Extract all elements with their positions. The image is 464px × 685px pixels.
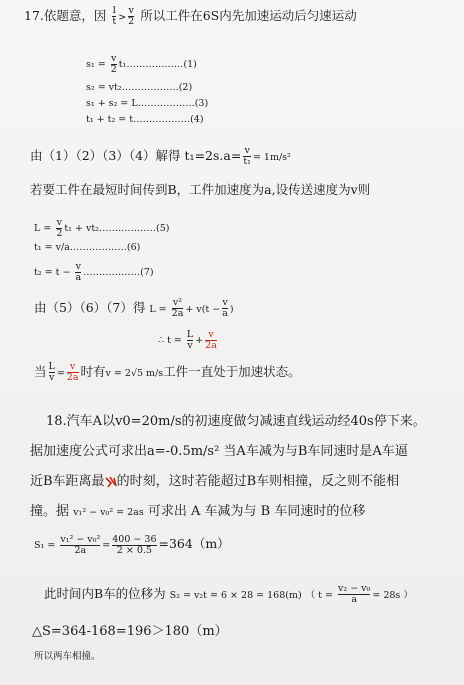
red-correction-fraction-2: $\frac{v}{2a}$	[66, 361, 79, 383]
equation-3: s₁ + s₂ = L………………(3)	[86, 98, 209, 109]
therefore-line: ∴ t = $\frac{L}{v}$ + $\frac{v}{2a}$	[158, 329, 217, 351]
equation-4: t₁ + t₂ = t………………(4)	[86, 114, 204, 125]
s1-formula: S₁ = $\frac{\text{v₁² − v₀²}}{2a}$ = $\frac{400 - 36}{2 \times 0.5}$ =364（m）	[34, 534, 230, 556]
delta-s: △S=364-168=196＞180（m）	[32, 624, 228, 639]
p18-line-2: 据加速度公式可求出a=-0.5m/s² 当A车减为与B车同速时是A车逼	[30, 444, 408, 459]
p18-line-1: 18.汽车A以v0=20m/s的初速度做匀减速直线运动经40s停下来。	[46, 414, 426, 429]
red-correction-fraction: $\frac{v}{2a}$	[205, 329, 217, 351]
b-displacement: 此时间内B车的位移为 S₂ = v₂t = 6 × 28 = 168(m) （ t = $\frac{\text{v₂ − v₀}}{a}$ = 28s ）	[44, 583, 413, 605]
shortest-time-text: 若要工件在最短时间传到B，工件加速度为a,设传送速度为v则	[30, 182, 371, 197]
equation-6: t₁ = v/a………………(6)	[34, 242, 141, 253]
equation-2: s₂ = vt₂………………(2)	[86, 82, 193, 93]
combine-line: 由（5）（6）（7）得 L = $\frac{\text{v²}}{2a}$ + v(t − $\frac{v}{a}$ )	[34, 297, 234, 319]
fraction-v-over-2: $\frac{v}{2}$	[128, 5, 135, 27]
acceleration-condition: 当 $\frac{L}{v}$ = $\frac{v}{2a}$ 时有v = 2√5 m/s工件一直处于加速状态。	[34, 361, 301, 383]
p17-title: 17.依题意，因 $\frac{l}{t}$ > $\frac{v}{2}$ 所以工件在6S内先加速运动后匀速运动	[24, 5, 357, 27]
equation-7: t₂ = t − $\frac{v}{a}$ ………………(7)	[34, 261, 154, 283]
solve-line: 由（1）（2）（3）（4）解得 t₁=2s.a= $\frac{v}{\text{t₁}}$ = 1m/s²	[30, 145, 291, 167]
p18-line-4: 撞。据 v₁² − v₀² = 2as 可求出 A 车减为与 B 车同速时的位移	[30, 504, 366, 519]
red-scribble-mark	[105, 475, 117, 489]
equation-5: L = $\frac{v}{2}$ t₁ + vt₂………………(5)	[34, 217, 170, 239]
equation-1: s₁ = $\frac{v}{2}$ t₁………………(1)	[86, 53, 197, 75]
conclusion: 所以两车相撞。	[34, 651, 101, 662]
p18-line-3: 近B车距离最 的时刻，这时若能超过B车则相撞，反之则不能相	[30, 474, 400, 489]
fraction-l-over-t: $\frac{l}{t}$	[112, 5, 117, 27]
